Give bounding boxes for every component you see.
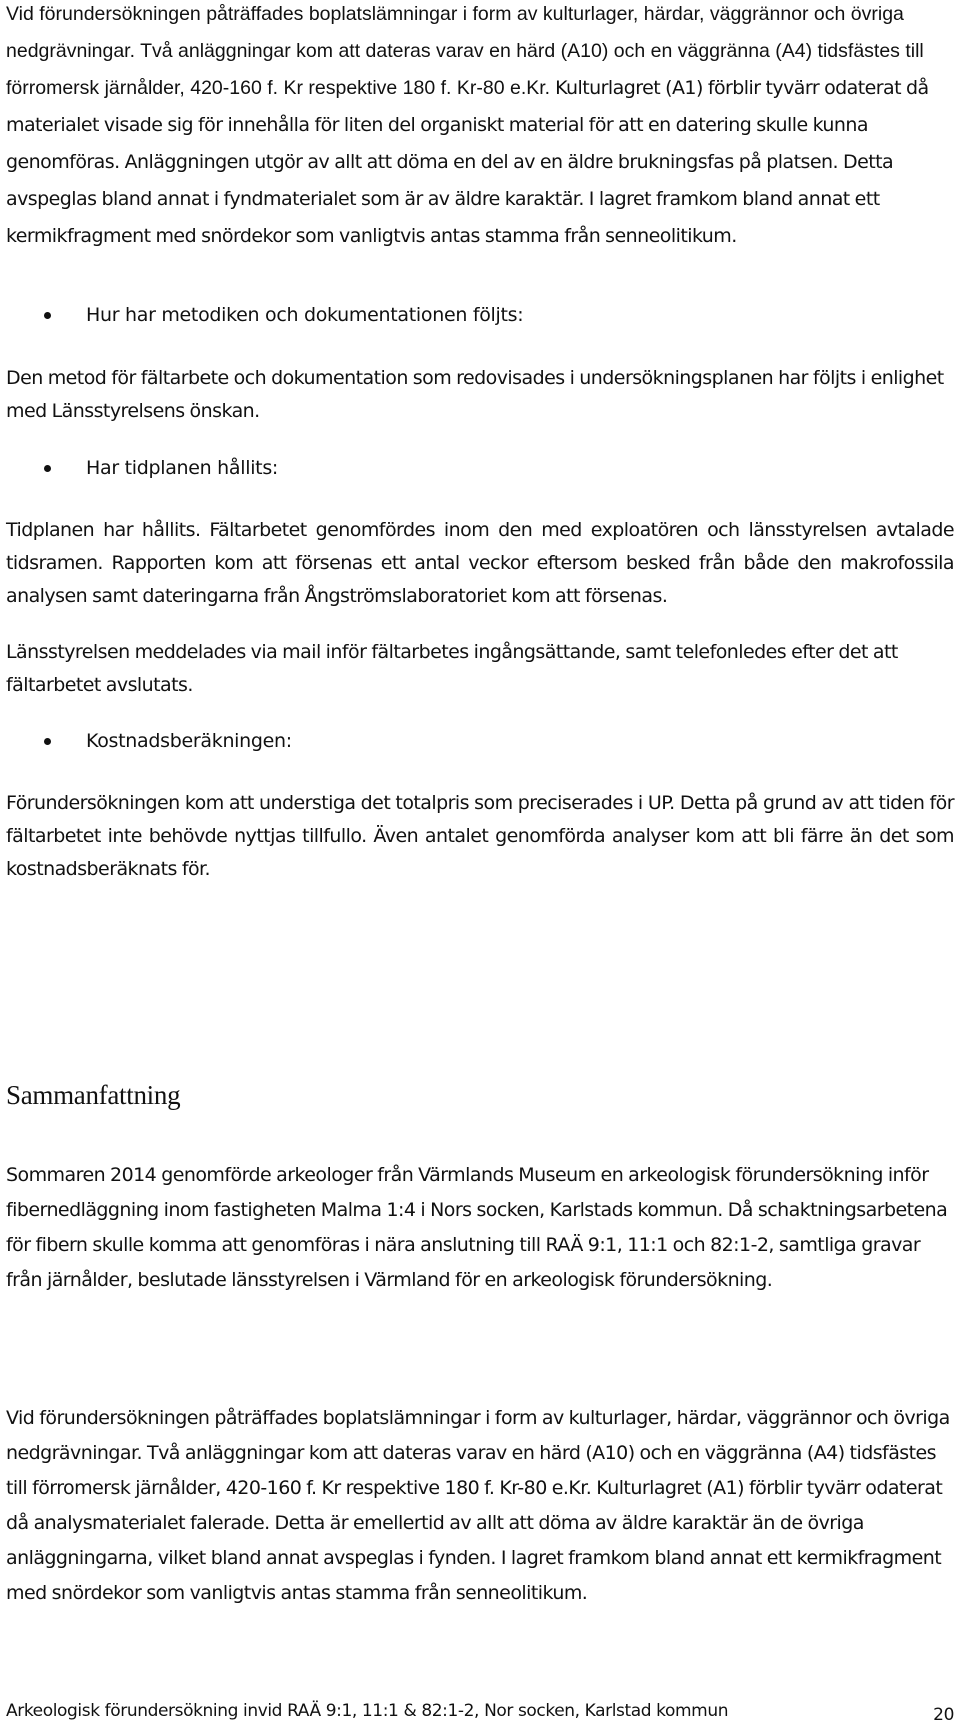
bullet-cost xyxy=(40,726,940,756)
methodology-paragraph: Den metod för fältarbete och dokumentation som redovisades i undersökningsplanen har följts i enlighet med Länsstyrelsens önskan. xyxy=(6,367,944,422)
bullet-dot-icon xyxy=(44,312,51,319)
bullet-cost-label: Kostnadsberäkningen: xyxy=(86,730,292,752)
cost-paragraph: Förundersökningen kom att understiga det totalpris som preciserades i UP. Detta på grund av att tiden för fältarbetet inte behövde nyttjas tillfullo. Även antalet genomförda analyser kom att bli färre än det som kostnadsberäknats för. xyxy=(6,792,954,880)
bullet-timeplan-label: Har tidplanen hållits: xyxy=(86,457,279,479)
page-footer xyxy=(6,1700,954,1726)
bullet-dot-icon xyxy=(44,465,51,472)
footer-title: Arkeologisk förundersökning invid RAÄ 9:1, 11:1 & 82:1-2, Nor socken, Karlstad kommun xyxy=(6,1701,729,1721)
county-board-paragraph: Länsstyrelsen meddelades via mail inför fältarbetes ingångsättande, samt telefonledes efter det att fältarbetet avslutats. xyxy=(6,641,898,696)
bullet-methodology-label: Hur har metodiken och dokumentationen följts: xyxy=(86,304,524,326)
bullet-timeplan xyxy=(40,453,940,483)
bullet-dot-icon xyxy=(44,738,51,745)
summary-paragraph-2: Vid förundersökningen påträffades boplatslämningar i form av kulturlager, härdar, väggrännor och övriga nedgrävningar. Två anläggningar kom att dateras varav en härd (A10) och en väggränna (A4) tidsfästes till förromersk järnålder, 420-160 f. Kr respektive 180 f. Kr-80 e.Kr. Kulturlagret (A1) förblir tyvärr odaterat då analysmaterialet falerade. Detta är emellertid av allt att döma av äldre karaktär än de övriga anläggningarna, vilket bland annat avspeglas i fynden. I lagret framkom bland annat ett kermikfragment med snördekor som vanligtvis antas stamma från senneolitikum. xyxy=(6,1407,950,1604)
summary-paragraph-1: Sommaren 2014 genomförde arkeologer från Värmlands Museum en arkeologisk förundersökning inför fibernedläggning inom fastigheten Malma 1:4 i Nors socken, Karlstads kommun. Då schaktningsarbetena för fibern skulle komma att genomföras i nära anslutning till RAÄ 9:1, 11:1 och 82:1-2, samtliga gravar från järnålder, beslutade länsstyrelsen i Värmland för en arkeologisk förundersökning. xyxy=(6,1164,948,1291)
summary-heading: Sammanfattning xyxy=(6,1080,181,1110)
timeplan-paragraph: Tidplanen har hållits. Fältarbetet genomfördes inom den med exploatören och länsstyrelsen avtalade tidsramen. Rapporten kom att försenas ett antal veckor eftersom besked från både den makrofossila analysen samt dateringarna från Ångströmslaboratoriet kom att försenas. xyxy=(6,519,954,607)
intro-sentence-findings: Vid förundersökningen påträffades boplatslämningar i form av kulturlager, härdar, väggrännor och övriga nedgrävningar. Två anläggningar kom att dateras varav en härd (A10) och en väggränna (A4) tidsfästes till förromersk järnålder, 420-160 f. Kr respektive 180 f. Kr-80 e.Kr. xyxy=(6,3,924,99)
intro-paragraph xyxy=(6,0,954,255)
bullet-methodology xyxy=(40,300,940,330)
intro-sentence-rest: Kulturlagret (A1) förblir tyvärr odaterat då materialet visade sig för innehålla för liten del organiskt material för att en datering skulle kunna genomföras. Anläggningen utgör av allt att döma en del av en äldre brukningsfas på platsen. Detta avspeglas bland annat i fyndmaterialet som är av äldre karaktär. I lagret framkom bland annat ett kermikfragment med snördekor som vanligtvis antas stamma från senneolitikum. xyxy=(6,77,929,247)
page-number: 20 xyxy=(933,1705,954,1725)
